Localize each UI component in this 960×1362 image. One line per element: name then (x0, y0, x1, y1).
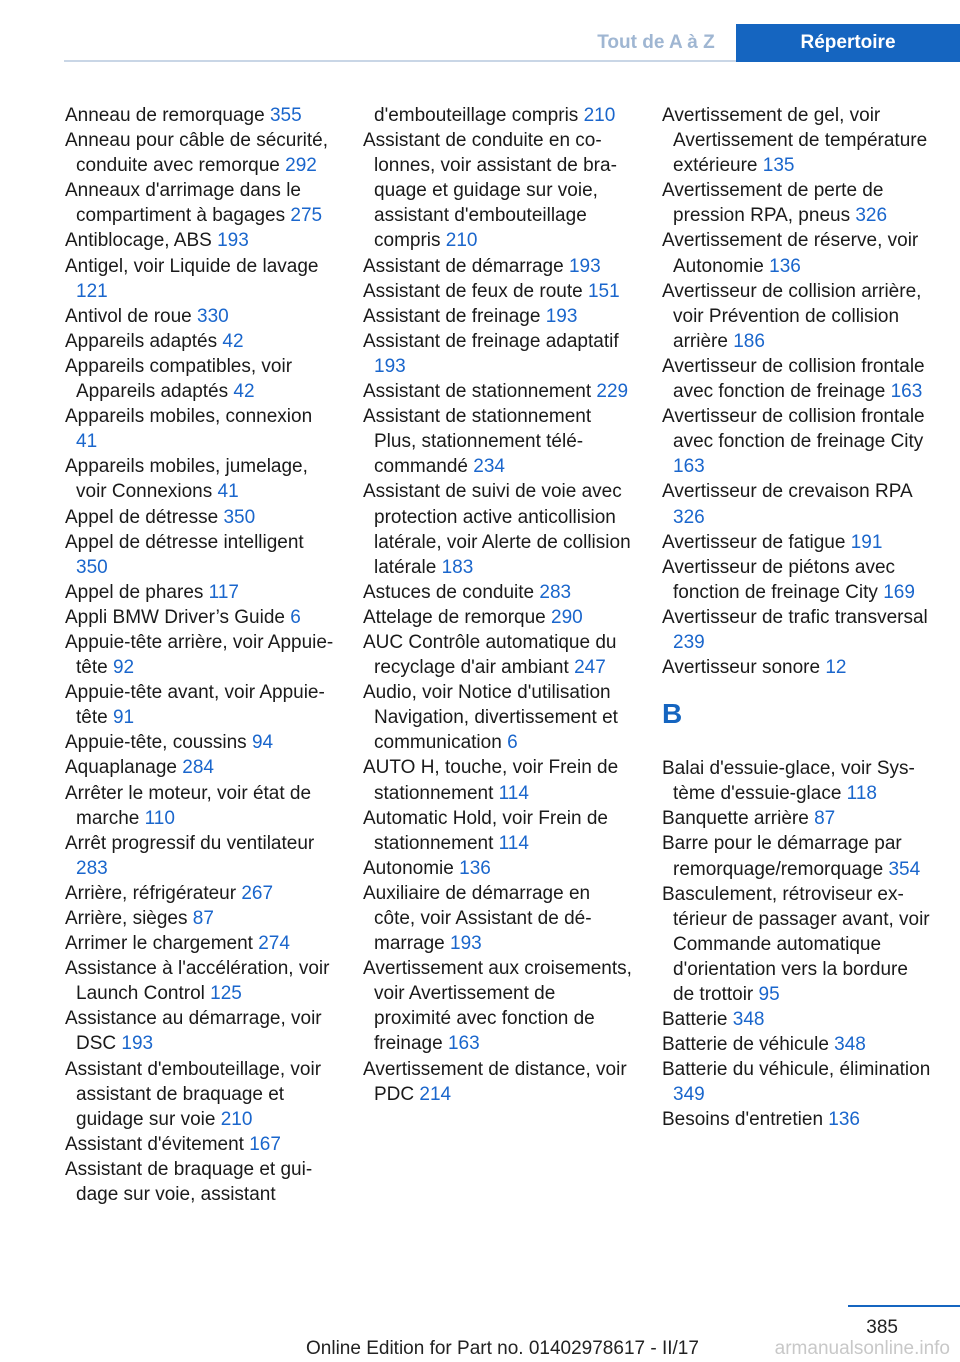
page-reference-link[interactable]: 118 (846, 783, 877, 805)
index-entry-label: Assistant d'évitement (65, 1133, 250, 1155)
page-reference-link[interactable]: 274 (258, 933, 290, 955)
index-entry (65, 1132, 337, 1157)
page-reference-link[interactable]: 292 (285, 155, 317, 177)
index-entry (65, 956, 337, 1006)
index-entry-label: Assistance au démarrage, voir DSC (65, 1008, 322, 1055)
index-entry (363, 103, 635, 128)
page-reference-link[interactable]: 114 (498, 832, 529, 854)
tab-repertoire[interactable]: Répertoire (736, 24, 960, 62)
index-entry (65, 228, 337, 253)
index-entry-label: Assistant d'embouteillage, voir assistant de braquage et guidage sur voie (65, 1058, 322, 1130)
index-entry (65, 128, 337, 178)
index-entry-label: Appli BMW Driver’s Guide (65, 606, 291, 628)
index-entry-label: Avertisseur de trafic transversal (662, 606, 928, 628)
index-entry (363, 580, 635, 605)
index-entry (363, 128, 635, 253)
index-entry-label: Assistant de feux de route (363, 280, 588, 302)
index-entry (65, 630, 337, 680)
page-reference-link[interactable]: 193 (568, 255, 601, 277)
index-entry-label: Banquette arrière (662, 808, 815, 830)
index-entry (662, 655, 934, 680)
index-entry-label: Assistant de stationnement (363, 381, 597, 403)
index-entry-label: Appareils mobiles, jumelage, voir Connexions (65, 456, 308, 503)
page-reference-link[interactable]: 210 (220, 1108, 253, 1130)
index-entry-label: Batterie du véhicule, élimination (662, 1059, 931, 1081)
index-entry-label: Arrière, sièges (65, 908, 193, 929)
index-entry (65, 404, 337, 454)
index-entry-label: Avertisseur de fatigue (662, 531, 851, 553)
page-reference-link[interactable]: 290 (551, 606, 583, 628)
page-reference-link[interactable]: 191 (850, 531, 883, 553)
index-entry (662, 605, 934, 655)
index-entry-label: Avertissement de gel, voir Avertissement de température extérieure (662, 105, 928, 177)
page-reference-link[interactable]: 114 (498, 782, 529, 804)
index-entry (65, 1057, 337, 1132)
index-entry-label: AUC Contrôle automatique du recyclage d'air ambiant (363, 631, 617, 679)
index-entry (65, 454, 337, 504)
tab-tout-de-a-a-z[interactable]: Tout de A à Z (597, 32, 715, 53)
index-entry-label: Antigel, voir Liquide de lavage (65, 255, 319, 277)
index-entry-label: Appel de détresse (65, 506, 224, 528)
index-entry (363, 630, 635, 680)
index-entry (662, 806, 934, 831)
index-entry (662, 1057, 934, 1107)
page-reference-link[interactable]: 91 (112, 707, 135, 729)
index-entry (662, 1107, 934, 1132)
index-entry (662, 178, 934, 228)
index-entry-label: Avertisseur de crevaison RPA (662, 481, 912, 503)
page-reference-link[interactable]: 326 (855, 205, 888, 227)
page-reference-link[interactable]: 193 (545, 305, 578, 327)
index-entry-label: Assistant de suivi de voie avec protection active anticollision latérale, voir Alerte de collision latérale (363, 481, 631, 578)
index-entry (65, 906, 337, 931)
index-entry-label: Barre pour le démarrage par remorquage/remorquage (662, 833, 902, 880)
page-reference-link[interactable]: 326 (673, 506, 705, 528)
index-entry (65, 755, 337, 780)
index-entry-label: Aquaplanage (65, 757, 183, 779)
index-entry-label: Assistant de conduite en colonnes, voir assistant de braquage et guidage sur voie, assistant d'embouteillage compris (363, 130, 617, 252)
index-entry (662, 1032, 934, 1057)
page-reference-link[interactable]: 210 (445, 230, 478, 252)
index-entry (363, 279, 635, 304)
index-entry-label: Antivol de roue (65, 305, 198, 327)
page-reference-link[interactable]: 193 (450, 933, 482, 955)
page-reference-link[interactable]: 87 (814, 808, 836, 830)
section-letter-heading: B (662, 698, 683, 730)
page-reference-link[interactable]: 193 (217, 230, 249, 252)
page-reference-link[interactable]: 350 (223, 506, 256, 528)
index-entry (65, 1006, 337, 1056)
index-entry (662, 530, 934, 555)
index-entry (662, 831, 934, 881)
index-entry (363, 806, 635, 856)
index-entry (662, 555, 934, 605)
index-entry-label: Avertisseur sonore (662, 657, 826, 679)
index-entry (65, 103, 337, 128)
index-entry-label: Appel de détresse intelligent (65, 531, 304, 553)
page-reference-link[interactable]: 163 (890, 381, 923, 403)
index-entry (65, 354, 337, 404)
page-reference-link[interactable]: 330 (197, 305, 229, 327)
index-entry-label: Avertissement de distance, voir PDC (363, 1058, 627, 1105)
index-entry-label: Batterie (662, 1009, 733, 1031)
page-reference-link[interactable]: 354 (888, 858, 921, 880)
page-reference-link[interactable]: 234 (473, 456, 505, 478)
index-entry (363, 329, 635, 379)
page-reference-link[interactable]: 12 (825, 657, 847, 679)
page-reference-link[interactable]: 110 (144, 807, 175, 829)
index-entry-label: Appareils adaptés (65, 330, 223, 352)
page-reference-link[interactable]: 349 (673, 1084, 705, 1106)
index-entry (65, 1157, 337, 1207)
page-reference-link[interactable]: 355 (269, 105, 302, 126)
index-entry-label: Arrière, réfrigérateur (65, 882, 242, 904)
index-entry-label: Appareils compatibles, voir Appareils adaptés (65, 355, 293, 403)
index-entry (65, 730, 337, 755)
index-entry-label: Arrêter le moteur, voir état de marche (65, 782, 312, 829)
index-entry-label: Avertisseur de collision arrière, voir Prévention de collision arrière (662, 280, 922, 352)
index-entry-label: AUTO H, touche, voir Frein de stationnement (363, 757, 619, 804)
page-reference-link[interactable]: 125 (210, 983, 242, 1005)
index-entry (662, 404, 934, 479)
page-reference-link[interactable]: 350 (76, 556, 108, 578)
index-entry-label: Appuie-tête avant, voir Appuie-tête (65, 682, 325, 729)
index-entry-label: Anneau pour câble de sécurité, conduite avec remorque (65, 130, 329, 177)
index-entry (65, 831, 337, 881)
edition-note: Online Edition for Part no. 01402978617 - II/17 (306, 1338, 699, 1359)
index-entry (363, 254, 635, 279)
index-entry (363, 605, 635, 630)
index-entry (65, 605, 337, 630)
page-reference-link[interactable]: 167 (249, 1133, 281, 1155)
page-reference-link[interactable]: 6 (507, 732, 518, 754)
index-entry (363, 881, 635, 956)
index-entry-label: Avertissement de perte de pression RPA, pneus (662, 180, 884, 227)
index-entry (65, 329, 337, 354)
index-entry (65, 580, 337, 605)
index-entry (65, 304, 337, 329)
index-entry-label: Avertisseur de collision frontale avec fonction de freinage (662, 355, 925, 403)
index-entry (363, 1057, 635, 1107)
index-entry-label: Batterie de véhicule (662, 1034, 835, 1056)
page-reference-link[interactable]: 135 (762, 155, 795, 177)
index-entry (363, 404, 635, 479)
index-entry (662, 354, 934, 404)
index-entry-label: Autonomie (363, 857, 460, 879)
index-entry-label: Appuie-tête, coussins (65, 732, 252, 754)
index-column-2 (363, 103, 635, 1107)
index-entry-label: Avertisseur de piétons avec fonction de freinage City (662, 556, 896, 603)
index-entry (65, 178, 337, 228)
index-column-1 (65, 103, 337, 1207)
index-entry-label: Arrêt progressif du ventilateur (65, 832, 315, 854)
page-reference-link[interactable]: 117 (208, 581, 239, 603)
index-entry-label: Antiblocage, ABS (65, 230, 218, 252)
index-entry (662, 1007, 934, 1032)
page-reference-link[interactable]: 136 (459, 857, 491, 879)
index-entry-label: Attelage de remorque (363, 606, 552, 628)
index-entry-label: Auxiliaire de démarrage en côte, voir Assistant de démarrage (363, 882, 592, 955)
index-entry-label: Assistance à l'accélération, voir Launch Control (65, 958, 330, 1005)
page-reference-link[interactable]: 136 (769, 255, 801, 277)
index-entry (65, 781, 337, 831)
index-entry (363, 304, 635, 329)
index-entry (363, 856, 635, 881)
page-reference-link[interactable]: 151 (587, 280, 620, 302)
page-reference-link[interactable]: 214 (419, 1083, 452, 1105)
index-entry (363, 956, 635, 1056)
page-reference-link[interactable]: 169 (883, 581, 915, 603)
index-entry (65, 254, 337, 304)
page-reference-link[interactable]: 41 (217, 481, 239, 503)
index-entry-label: Assistant de braquage et guidage sur voie, assistant (65, 1158, 313, 1206)
index-entry-label: Besoins d'entretien (662, 1109, 829, 1131)
page-reference-link[interactable]: 6 (290, 606, 301, 628)
index-entry (363, 755, 635, 805)
index-entry-label: Balai d'essuie-glace, voir Système d'essuie-glace (662, 758, 915, 805)
index-entry (363, 680, 635, 755)
index-entry-label: Avertissement aux croisements, voir Avertissement de proximité avec fonction de freinage (363, 958, 632, 1055)
page-reference-link[interactable]: 283 (76, 857, 108, 879)
index-entry-label: Appareils mobiles, connexion (65, 406, 313, 428)
index-entry-label: Appuie-tête arrière, voir Appuie-tête (65, 631, 334, 679)
page-reference-link[interactable]: 210 (583, 105, 616, 126)
page-reference-link[interactable]: 42 (222, 330, 244, 352)
index-entry (65, 530, 337, 580)
page-reference-link[interactable]: 267 (241, 882, 274, 904)
page-reference-link[interactable]: 193 (121, 1033, 154, 1055)
footer-rule (848, 1305, 960, 1307)
page-reference-link[interactable]: 348 (732, 1009, 765, 1031)
index-entry-label: Anneaux d'arrimage dans le compartiment à bagages (65, 180, 301, 227)
page-reference-link[interactable]: 94 (251, 732, 274, 754)
index-entry (65, 931, 337, 956)
page-reference-link[interactable]: 163 (673, 456, 705, 478)
page-reference-link[interactable]: 247 (574, 657, 606, 679)
index-entry-label: Appel de phares (65, 581, 209, 603)
page-reference-link[interactable]: 275 (290, 205, 323, 227)
index-entry (65, 680, 337, 730)
page-reference-link[interactable]: 283 (539, 581, 572, 603)
index-entry-label: Assistant de freinage adaptatif (363, 330, 619, 352)
page-reference-link[interactable]: 42 (233, 381, 255, 403)
index-entry (363, 479, 635, 579)
index-entry-label: Audio, voir Notice d'utilisation Navigation, divertissement et communication (363, 682, 618, 754)
index-entry-label: d'embouteillage compris (374, 105, 584, 126)
index-entry (662, 756, 934, 806)
page-reference-link[interactable]: 87 (192, 908, 214, 929)
index-entry-label: Anneau de remorquage (65, 105, 270, 126)
index-entry-label: Assistant de démarrage (363, 255, 569, 277)
page-reference-link[interactable]: 193 (374, 355, 406, 377)
page-reference-link[interactable]: 284 (182, 757, 214, 779)
page-reference-link[interactable]: 92 (112, 657, 135, 679)
index-entry-label: Avertissement de réserve, voir Autonomie (662, 230, 919, 277)
index-entry (662, 103, 934, 178)
index-entry (662, 882, 934, 1007)
index-entry-label: Basculement, rétroviseur extérieur de passager avant, voir Commande automatique d'orientation vers la bordure de trottoir (662, 883, 930, 1005)
index-entry (662, 479, 934, 529)
index-entry-label: Avertisseur de collision frontale avec fonction de freinage City (662, 406, 925, 453)
index-entry (662, 279, 934, 354)
index-entry-label: Astuces de conduite (363, 581, 540, 603)
page-reference-link[interactable]: 348 (834, 1034, 866, 1056)
index-entry-label: Assistant de freinage (363, 305, 546, 327)
index-entry (363, 379, 635, 404)
page-reference-link[interactable]: 41 (76, 431, 98, 453)
page-reference-link[interactable]: 121 (76, 280, 108, 302)
page-reference-link[interactable]: 229 (596, 381, 629, 403)
index-entry (65, 505, 337, 530)
page-number: 385 (866, 1317, 898, 1338)
index-entry (65, 881, 337, 906)
page-reference-link[interactable]: 183 (441, 556, 474, 578)
index-entry-label: Assistant de stationnement Plus, stationnement télécommandé (363, 406, 592, 478)
index-entry-label: Arrimer le chargement (65, 933, 259, 955)
page-reference-link[interactable]: 163 (447, 1033, 480, 1055)
page-reference-link[interactable]: 186 (733, 330, 765, 352)
index-column-3 (662, 103, 934, 1133)
page-reference-link[interactable]: 239 (673, 631, 705, 653)
watermark: armanualsonline.info (774, 1338, 950, 1359)
index-entry (662, 228, 934, 278)
index-entry-label: Automatic Hold, voir Frein de stationnement (363, 807, 608, 854)
page-reference-link[interactable]: 136 (828, 1109, 860, 1131)
page-reference-link[interactable]: 95 (758, 984, 780, 1005)
